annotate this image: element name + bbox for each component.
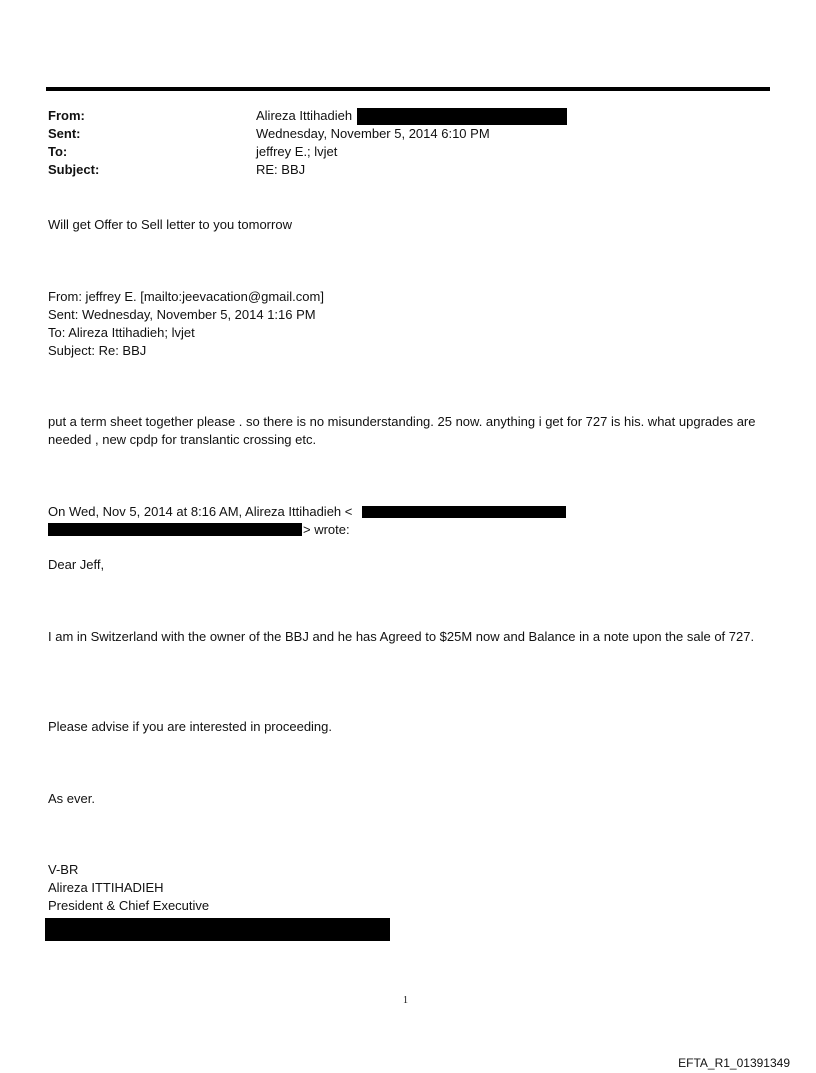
from-label: From: (48, 108, 85, 123)
subject-label: Subject: (48, 162, 100, 177)
redaction-bar (362, 506, 566, 518)
signature-line: V-BR (48, 862, 79, 877)
header-rule (46, 87, 770, 91)
attribution-wrote: > wrote: (303, 522, 350, 537)
greeting: Dear Jeff, (48, 557, 105, 572)
quoted-sent: Sent: Wednesday, November 5, 2014 1:16 PM (48, 307, 316, 322)
to-label: To: (48, 144, 68, 159)
subject-value: RE: BBJ (256, 162, 306, 177)
to-value: jeffrey E.; lvjet (256, 144, 338, 159)
quoted-subject: Subject: Re: BBJ (48, 343, 147, 358)
message-paragraph: I am in Switzerland with the owner of the BBJ and he has Agreed to $25M now and Balance in a note upon the sale of 727. (48, 629, 755, 644)
quoted-to: To: Alireza Ittihadieh; lvjet (48, 325, 195, 340)
redaction-bar (357, 108, 567, 125)
page-number: 1 (403, 995, 408, 1006)
attribution-line: On Wed, Nov 5, 2014 at 8:16 AM, Alireza Ittihadieh < (48, 504, 353, 519)
bates-number: EFTA_R1_01391349 (678, 1056, 790, 1070)
message-paragraph: Please advise if you are interested in proceeding. (48, 719, 333, 734)
quoted-from: From: jeffrey E. [mailto:jeevacation@gmail.com] (48, 289, 324, 304)
quoted-body: put a term sheet together please . so there is no misunderstanding. 25 now. anything i get for 727 is his. what upgrades are needed , new cpdp for translantic crossing etc. (48, 414, 756, 447)
closing: As ever. (48, 791, 95, 806)
redaction-bar (48, 523, 302, 536)
signature-title: President & Chief Executive (48, 898, 210, 913)
signature-name: Alireza ITTIHADIEH (48, 880, 164, 895)
redaction-bar (45, 918, 390, 941)
sent-value: Wednesday, November 5, 2014 6:10 PM (256, 126, 490, 141)
reply-body: Will get Offer to Sell letter to you tomorrow (48, 217, 292, 232)
from-value: Alireza Ittihadieh (256, 108, 353, 123)
sent-label: Sent: (48, 126, 81, 141)
